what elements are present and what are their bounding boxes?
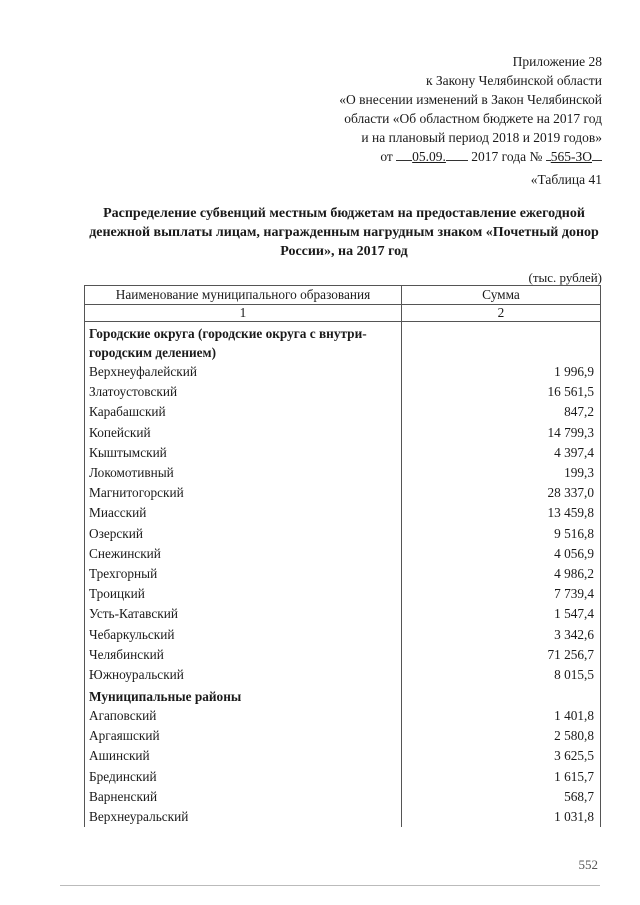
municipality-name: Златоустовский xyxy=(85,382,402,402)
municipality-name: Чебаркульский xyxy=(85,624,402,644)
amount-value: 4 986,2 xyxy=(402,564,601,584)
municipality-name: Миасский xyxy=(85,503,402,523)
table-row xyxy=(85,604,601,624)
date-blank-left xyxy=(396,148,412,161)
bottom-rule xyxy=(60,885,600,886)
page-number: 552 xyxy=(578,857,598,872)
table-row xyxy=(85,746,601,766)
municipality-name: Варненский xyxy=(85,787,402,807)
amount-value: 1 615,7 xyxy=(402,767,601,787)
document-title: Распределение субвенций местным бюджетам на предоставление ежегодной денежной выплаты лицам, награжденным нагрудным знаком «Почетный донор России», на 2017 год xyxy=(89,206,599,259)
municipality-name: Южноуральский xyxy=(85,665,402,685)
appendix-from-label: от xyxy=(380,149,393,164)
table-row xyxy=(85,362,601,382)
amount-value: 847,2 xyxy=(402,402,601,422)
municipality-name: Копейский xyxy=(85,423,402,443)
table-row xyxy=(85,726,601,746)
amount-value: 4 056,9 xyxy=(402,544,601,564)
table-row xyxy=(85,382,601,402)
municipality-name: Озерский xyxy=(85,524,402,544)
municipality-name: Локомотивный xyxy=(85,463,402,483)
amount-value: 1 401,8 xyxy=(402,706,601,726)
amount-value: 16 561,5 xyxy=(402,382,601,402)
table-row xyxy=(85,564,601,584)
appendix-date-line xyxy=(339,147,602,166)
appendix-line-1: Приложение 28 xyxy=(512,54,602,69)
amount-value: 3 625,5 xyxy=(402,746,601,766)
appendix-line-3: «О внесении изменений в Закон Челябинской xyxy=(339,92,602,107)
amount-value: 13 459,8 xyxy=(402,503,601,523)
municipality-name: Снежинский xyxy=(85,544,402,564)
table-row xyxy=(85,645,601,665)
amount-value: 7 739,4 xyxy=(402,584,601,604)
municipality-name: Магнитогорский xyxy=(85,483,402,503)
amount-value: 2 580,8 xyxy=(402,726,601,746)
amount-value: 28 337,0 xyxy=(402,483,601,503)
municipality-name: Трехгорный xyxy=(85,564,402,584)
municipality-name: Верхнеуральский xyxy=(85,807,402,827)
appendix-line-2: к Закону Челябинской области xyxy=(425,73,602,88)
table-row xyxy=(85,807,601,827)
table-row xyxy=(85,584,601,604)
table-row xyxy=(85,665,601,685)
municipality-name: Кыштымский xyxy=(85,443,402,463)
table-row xyxy=(85,787,601,807)
column-number-row xyxy=(85,305,601,322)
header-municipality: Наименование муниципального образования xyxy=(85,286,402,305)
amount-value xyxy=(402,685,601,706)
table-label: «Таблица 41 xyxy=(530,172,602,187)
date-blank-right xyxy=(446,148,468,161)
amount-value: 199,3 xyxy=(402,463,601,483)
column-number-2: 2 xyxy=(402,305,601,322)
table-header-row xyxy=(85,286,601,305)
table-row xyxy=(85,767,601,787)
table-row xyxy=(85,624,601,644)
table-row xyxy=(85,503,601,523)
number-blank-right xyxy=(592,148,602,161)
section-title: Муниципальные районы xyxy=(85,685,402,706)
municipality-name: Брединский xyxy=(85,767,402,787)
amount-value: 9 516,8 xyxy=(402,524,601,544)
municipality-name: Агаповский xyxy=(85,706,402,726)
table-row xyxy=(85,463,601,483)
municipality-name: Усть-Катавский xyxy=(85,604,402,624)
subsidy-table xyxy=(84,285,601,827)
amount-value: 3 342,6 xyxy=(402,624,601,644)
amount-value: 568,7 xyxy=(402,787,601,807)
table-row xyxy=(85,483,601,503)
section-title: Городские округа (городские округа с внутри-городским делением) xyxy=(85,322,402,363)
column-number-1: 1 xyxy=(85,305,402,322)
amount-value: 1 031,8 xyxy=(402,807,601,827)
header-amount: Сумма xyxy=(402,286,601,305)
municipality-name: Верхнеуфалейский xyxy=(85,362,402,382)
municipality-name: Челябинский xyxy=(85,645,402,665)
amount-value: 71 256,7 xyxy=(402,645,601,665)
appendix-year-text: 2017 года № xyxy=(471,149,543,164)
municipality-name: Карабашский xyxy=(85,402,402,422)
amount-value: 14 799,3 xyxy=(402,423,601,443)
amount-value: 1 996,9 xyxy=(402,362,601,382)
units-label: (тыс. рублей) xyxy=(528,270,602,285)
appendix-line-5: и на плановый период 2018 и 2019 годов» xyxy=(361,130,602,145)
table-body xyxy=(85,322,601,828)
amount-value: 4 397,4 xyxy=(402,443,601,463)
table-row xyxy=(85,402,601,422)
section-row xyxy=(85,322,601,363)
table-row xyxy=(85,544,601,564)
appendix-header xyxy=(339,52,602,166)
amount-value: 1 547,4 xyxy=(402,604,601,624)
table-row xyxy=(85,524,601,544)
amount-value: 8 015,5 xyxy=(402,665,601,685)
municipality-name: Ашинский xyxy=(85,746,402,766)
amount-value xyxy=(402,322,601,363)
section-row xyxy=(85,685,601,706)
municipality-name: Аргаяшский xyxy=(85,726,402,746)
municipality-name: Троицкий xyxy=(85,584,402,604)
table-row xyxy=(85,423,601,443)
table-row xyxy=(85,443,601,463)
appendix-law-number: 565-ЗО xyxy=(550,149,592,164)
table-row xyxy=(85,706,601,726)
appendix-date: 05.09. xyxy=(412,149,446,164)
appendix-line-4: области «Об областном бюджете на 2017 год xyxy=(344,111,602,126)
